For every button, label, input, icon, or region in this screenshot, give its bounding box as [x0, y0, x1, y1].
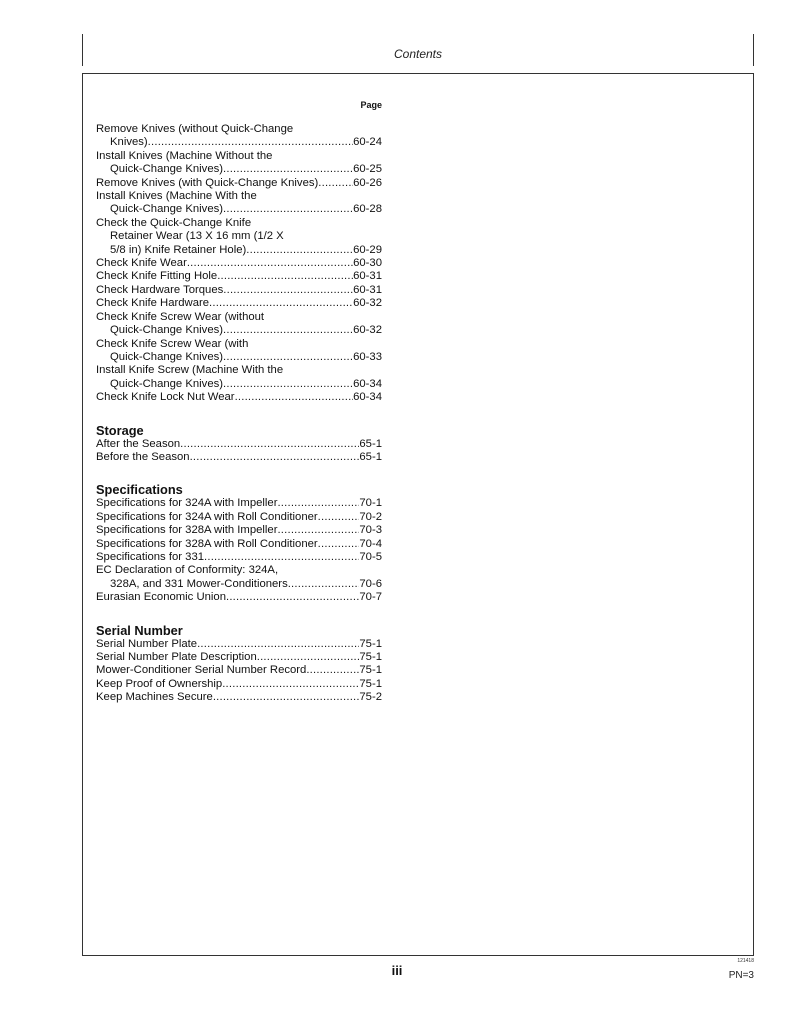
toc-entry[interactable] [96, 524, 382, 537]
toc-page-number: 75-1 [359, 637, 382, 650]
toc-entry[interactable] [96, 123, 382, 150]
toc-page-number: 60-34 [353, 391, 382, 404]
toc-entry-text: Install Knives (Machine With the [96, 190, 257, 203]
toc-entry[interactable] [96, 651, 382, 664]
toc-entry-line [96, 638, 382, 651]
toc-entry-text: EC Declaration of Conformity: 324A, [96, 564, 279, 577]
section-heading: Specifications [96, 482, 183, 498]
toc-entry-text: Install Knives (Machine Without the [96, 149, 273, 162]
toc-entry-title: Serial Number Plate [96, 637, 198, 650]
toc-entry[interactable] [96, 338, 382, 365]
toc-entry[interactable] [96, 177, 382, 190]
toc-page-number: 70-4 [359, 537, 382, 550]
toc-entry-line [96, 203, 382, 216]
toc-entry[interactable] [96, 150, 382, 177]
toc-entry-line [96, 651, 382, 664]
toc-entry-title: Specifications for 328A with Impeller [96, 524, 278, 537]
toc-entry[interactable] [96, 257, 382, 270]
toc-page-number: 70-6 [359, 577, 382, 590]
toc-entry-title: Check Knife Hardware [96, 297, 210, 310]
dot-leader [306, 664, 359, 677]
toc-entry-title: Quick-Change Knives) [110, 203, 224, 216]
toc-page-number: 75-2 [359, 691, 382, 704]
toc-page-number: 60-24 [353, 136, 382, 149]
toc-page-number: 60-32 [353, 297, 382, 310]
toc-entry[interactable] [96, 297, 382, 310]
toc-entry-title: Check Knife Fitting Hole [96, 270, 218, 283]
dot-leader [148, 136, 353, 149]
toc-entry-line [96, 451, 382, 464]
toc-entry-text: Check Knife Screw Wear (without [96, 310, 265, 323]
toc-entry-title: Quick-Change Knives) [110, 350, 224, 363]
dot-leader [223, 378, 353, 391]
toc-page-number: 60-33 [353, 350, 382, 363]
toc-page-number: 70-5 [359, 550, 382, 563]
dot-leader [223, 324, 353, 337]
toc-entry-title: 5/8 in) Knife Retainer Hole) [110, 243, 247, 256]
toc-entry[interactable] [96, 391, 382, 404]
toc-page-number: 60-29 [353, 243, 382, 256]
page-header [82, 34, 754, 66]
footer-page-number: iii [391, 963, 403, 978]
toc-entry[interactable] [96, 311, 382, 338]
toc-entry-title: Keep Machines Secure [96, 691, 213, 704]
page-column-heading: Page [360, 100, 382, 110]
dot-leader [204, 551, 359, 564]
footer-code: 121418 [737, 958, 754, 964]
toc-page-number: 60-34 [353, 377, 382, 390]
toc-entry[interactable] [96, 270, 382, 283]
toc-page-number: 60-30 [353, 257, 382, 270]
toc-entry-title: Eurasian Economic Union [96, 591, 226, 604]
toc-entry-title: Remove Knives (with Quick-Change Knives) [96, 176, 319, 189]
section-heading: Serial Number [96, 622, 183, 638]
toc-entry-title: Check Knife Lock Nut Wear [96, 391, 235, 404]
toc-entry-line [96, 664, 382, 677]
toc-entry-title: Keep Proof of Ownership [96, 677, 223, 690]
toc-entry[interactable] [96, 511, 382, 524]
toc-entry-text: Install Knife Screw (Machine With the [96, 364, 284, 377]
toc-entry[interactable] [96, 678, 382, 691]
toc-entry-line [96, 391, 382, 404]
toc-page-number: 75-1 [359, 664, 382, 677]
toc-page-number: 60-26 [353, 176, 382, 189]
toc-entry-line [96, 678, 382, 691]
toc-entry-line [96, 257, 382, 270]
dot-leader [318, 538, 360, 551]
toc-entry-line [96, 551, 382, 564]
dot-leader [223, 351, 353, 364]
toc-entry-title: Specifications for 328A with Roll Conditioner [96, 537, 318, 550]
dot-leader [257, 651, 360, 664]
toc-entry[interactable] [96, 217, 382, 257]
toc-entry-line [96, 270, 382, 283]
toc-entry-title: Specifications for 324A with Impeller [96, 497, 278, 510]
toc-entry-line [96, 177, 382, 190]
dot-leader [213, 691, 360, 704]
dot-leader [222, 678, 359, 691]
toc-entry-title: Before the Season [96, 450, 190, 463]
table-of-contents [96, 98, 382, 705]
toc-entry[interactable] [96, 691, 382, 704]
toc-entry-line [96, 438, 382, 451]
toc-entry-line [96, 284, 382, 297]
dot-leader [187, 257, 353, 270]
toc-page-number: 70-3 [359, 524, 382, 537]
toc-entry-title: Mower-Conditioner Serial Number Record [96, 664, 307, 677]
section-heading: Storage [96, 422, 144, 438]
toc-entry-line [96, 244, 382, 257]
toc-entry-title: 328A, and 331 Mower-Conditioners [110, 577, 288, 590]
toc-page-number: 70-7 [359, 591, 382, 604]
toc-entry[interactable] [96, 451, 382, 464]
dot-leader [223, 163, 353, 176]
toc-page-number: 75-1 [359, 677, 382, 690]
toc-entry[interactable] [96, 364, 382, 391]
toc-entry-line [96, 691, 382, 704]
toc-page-number: 65-1 [359, 450, 382, 463]
footer-pn: PN=3 [728, 970, 754, 981]
dot-leader [190, 451, 360, 464]
toc-entry-title: Check Hardware Torques [96, 283, 224, 296]
toc-entry-line [96, 578, 382, 591]
toc-entry-title: Serial Number Plate Description [96, 651, 257, 663]
dot-leader [277, 497, 359, 510]
dot-leader [226, 591, 359, 604]
toc-page-number: 60-25 [353, 163, 382, 176]
toc-entry-text: Check Knife Screw Wear (with [96, 337, 249, 350]
toc-entry-title: Specifications for 324A with Roll Conditioner [96, 510, 318, 523]
toc-entry-line [96, 324, 382, 337]
toc-entry-line [96, 591, 382, 604]
dot-leader [217, 270, 353, 283]
toc-entry-line [96, 351, 382, 364]
toc-entry-line [96, 136, 382, 149]
dot-leader [223, 284, 353, 297]
toc-page-number: 60-28 [353, 203, 382, 216]
toc-entry-line [96, 378, 382, 391]
toc-entry-title: Quick-Change Knives) [110, 163, 224, 176]
toc-entry[interactable] [96, 438, 382, 451]
toc-entry-title: Check Knife Wear [96, 257, 187, 270]
toc-entry[interactable] [96, 284, 382, 297]
toc-page-number: 60-31 [353, 270, 382, 283]
dot-leader [235, 391, 354, 404]
toc-page-number: 70-1 [359, 497, 382, 510]
toc-entry[interactable] [96, 190, 382, 217]
dot-leader [180, 438, 359, 451]
toc-page-number: 60-32 [353, 324, 382, 337]
dot-leader [318, 177, 353, 190]
toc-entry-title: Knives) [110, 136, 148, 149]
toc-entry[interactable] [96, 551, 382, 564]
toc-entry-line [96, 524, 382, 537]
dot-leader [246, 244, 353, 257]
toc-entry[interactable] [96, 638, 382, 651]
toc-entry[interactable] [96, 591, 382, 604]
toc-entry[interactable] [96, 538, 382, 551]
toc-entry-title: Specifications for 331 [96, 550, 205, 563]
toc-page-number: 75-1 [359, 651, 382, 663]
toc-page-number: 65-1 [359, 437, 382, 450]
toc-entry-text: Remove Knives (without Quick-Change [96, 123, 294, 135]
dot-leader [223, 203, 353, 216]
toc-entry-line [96, 538, 382, 551]
dot-leader [288, 578, 360, 591]
toc-entry-title: After the Season [96, 437, 181, 450]
dot-leader [197, 638, 359, 651]
toc-page-number: 60-31 [353, 283, 382, 296]
toc-entry-line [96, 497, 382, 510]
toc-entry[interactable] [96, 497, 382, 510]
toc-entry[interactable] [96, 564, 382, 591]
toc-entry-text: Retainer Wear (13 X 16 mm (1/2 X [110, 230, 284, 243]
toc-entry-title: Quick-Change Knives) [110, 324, 224, 337]
header-title: Contents [393, 47, 443, 61]
toc-entry-line [96, 511, 382, 524]
dot-leader [277, 524, 359, 537]
dot-leader [318, 511, 360, 524]
toc-entry-title: Quick-Change Knives) [110, 377, 224, 390]
toc-entry-line [96, 297, 382, 310]
toc-entry-text: Check the Quick-Change Knife [96, 216, 252, 229]
toc-entry-line [96, 163, 382, 176]
dot-leader [209, 297, 353, 310]
toc-entry[interactable] [96, 664, 382, 677]
toc-page-number: 70-2 [359, 510, 382, 523]
